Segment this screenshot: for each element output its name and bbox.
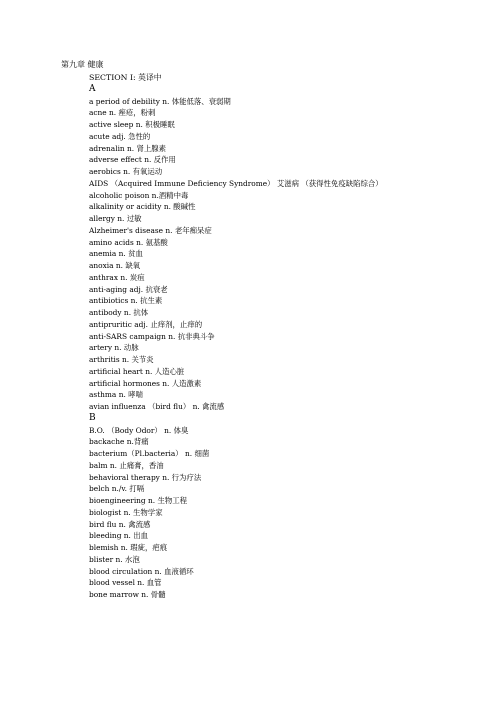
- glossary-entry: AIDS （Acquired Immune Deficiency Syndrome） 艾滋病 （获得性免疫缺陷综合）: [89, 178, 383, 188]
- glossary-entry: biologist n. 生物学家: [89, 507, 163, 517]
- glossary-entry: artificial hormones n. 人造激素: [89, 378, 202, 388]
- glossary-entry: bacterium（Pl.bacteria） n. 细菌: [89, 449, 210, 458]
- glossary-entry: antipruritic adj. 止痒剂，止痒的: [89, 319, 203, 329]
- glossary-entry: alcoholic poison n.酒精中毒: [89, 190, 189, 200]
- glossary-entry: bird flu n. 禽流感: [89, 519, 151, 529]
- glossary-entry: belch n./v. 打嗝: [89, 484, 145, 494]
- glossary-entry: adverse effect n. 反作用: [89, 155, 176, 165]
- glossary-entry: amino acids n. 氨基酸: [89, 237, 168, 247]
- glossary-entry: bioengineering n. 生物工程: [89, 496, 188, 505]
- glossary-entry: a period of debility n. 体能低落、衰弱期: [89, 96, 231, 106]
- glossary-entry: antibody n. 抗体: [89, 308, 149, 317]
- glossary-entry: blood vessel n. 血管: [89, 578, 162, 588]
- glossary-entry: acute adj. 急性的: [89, 131, 151, 141]
- glossary-entry: anti-SARS campaign n. 抗非典斗争: [89, 331, 215, 341]
- glossary-entry: Alzheimer's disease n. 老年痴呆症: [89, 225, 212, 235]
- glossary-entry: behavioral therapy n. 行为疗法: [89, 472, 202, 482]
- glossary-entry: artery n. 动脉: [89, 343, 139, 353]
- section-heading: SECTION I: 英译中: [89, 73, 162, 82]
- glossary-entry: bleeding n. 出血: [89, 531, 149, 541]
- glossary-entry: adrenalin n. 肾上腺素: [89, 143, 167, 153]
- glossary-entry: alkalinity or acidity n. 酸碱性: [89, 202, 196, 212]
- glossary-entry: antibiotics n. 抗生素: [89, 296, 163, 306]
- glossary-entry: B.O. （Body Odor） n. 体臭: [89, 425, 189, 435]
- glossary-entry: anoxia n. 缺氧: [89, 261, 141, 270]
- glossary-entry: blister n. 水泡: [89, 554, 140, 564]
- chapter-title: 第九章 健康: [61, 60, 104, 69]
- glossary-entry: anemia n. 贫血: [89, 249, 143, 259]
- glossary-entry: avian influenza （bird flu） n. 禽流感: [89, 402, 225, 411]
- glossary-entry: allergy n. 过敏: [89, 214, 142, 223]
- glossary-entry: arthritis n. 关节炎: [89, 355, 154, 364]
- glossary-entry: blemish n. 瑕疵，疤痕: [89, 543, 168, 552]
- glossary-entry: balm n. 止痛膏，香油: [89, 460, 164, 470]
- glossary-entry: acne n. 痤疮，粉刺: [89, 108, 156, 118]
- glossary-entry: backache n.背痛: [89, 437, 149, 447]
- glossary-entry: anti-aging adj. 抗衰老: [89, 284, 168, 294]
- glossary-entry: bone marrow n. 骨髓: [89, 590, 166, 599]
- glossary-entry: anthrax n. 炭疽: [89, 272, 145, 282]
- glossary-entry: blood circulation n. 血液循环: [89, 566, 194, 576]
- glossary-entry: artificial heart n. 人造心脏: [89, 366, 185, 376]
- glossary-entry: aerobics n. 有氧运动: [89, 167, 163, 176]
- glossary-entry: active sleep n. 积极睡眠: [89, 120, 175, 129]
- glossary-entry: asthma n. 哮喘: [89, 390, 143, 400]
- letter-heading: B: [89, 412, 96, 423]
- letter-heading: A: [89, 83, 96, 94]
- glossary-list: [89, 72, 383, 601]
